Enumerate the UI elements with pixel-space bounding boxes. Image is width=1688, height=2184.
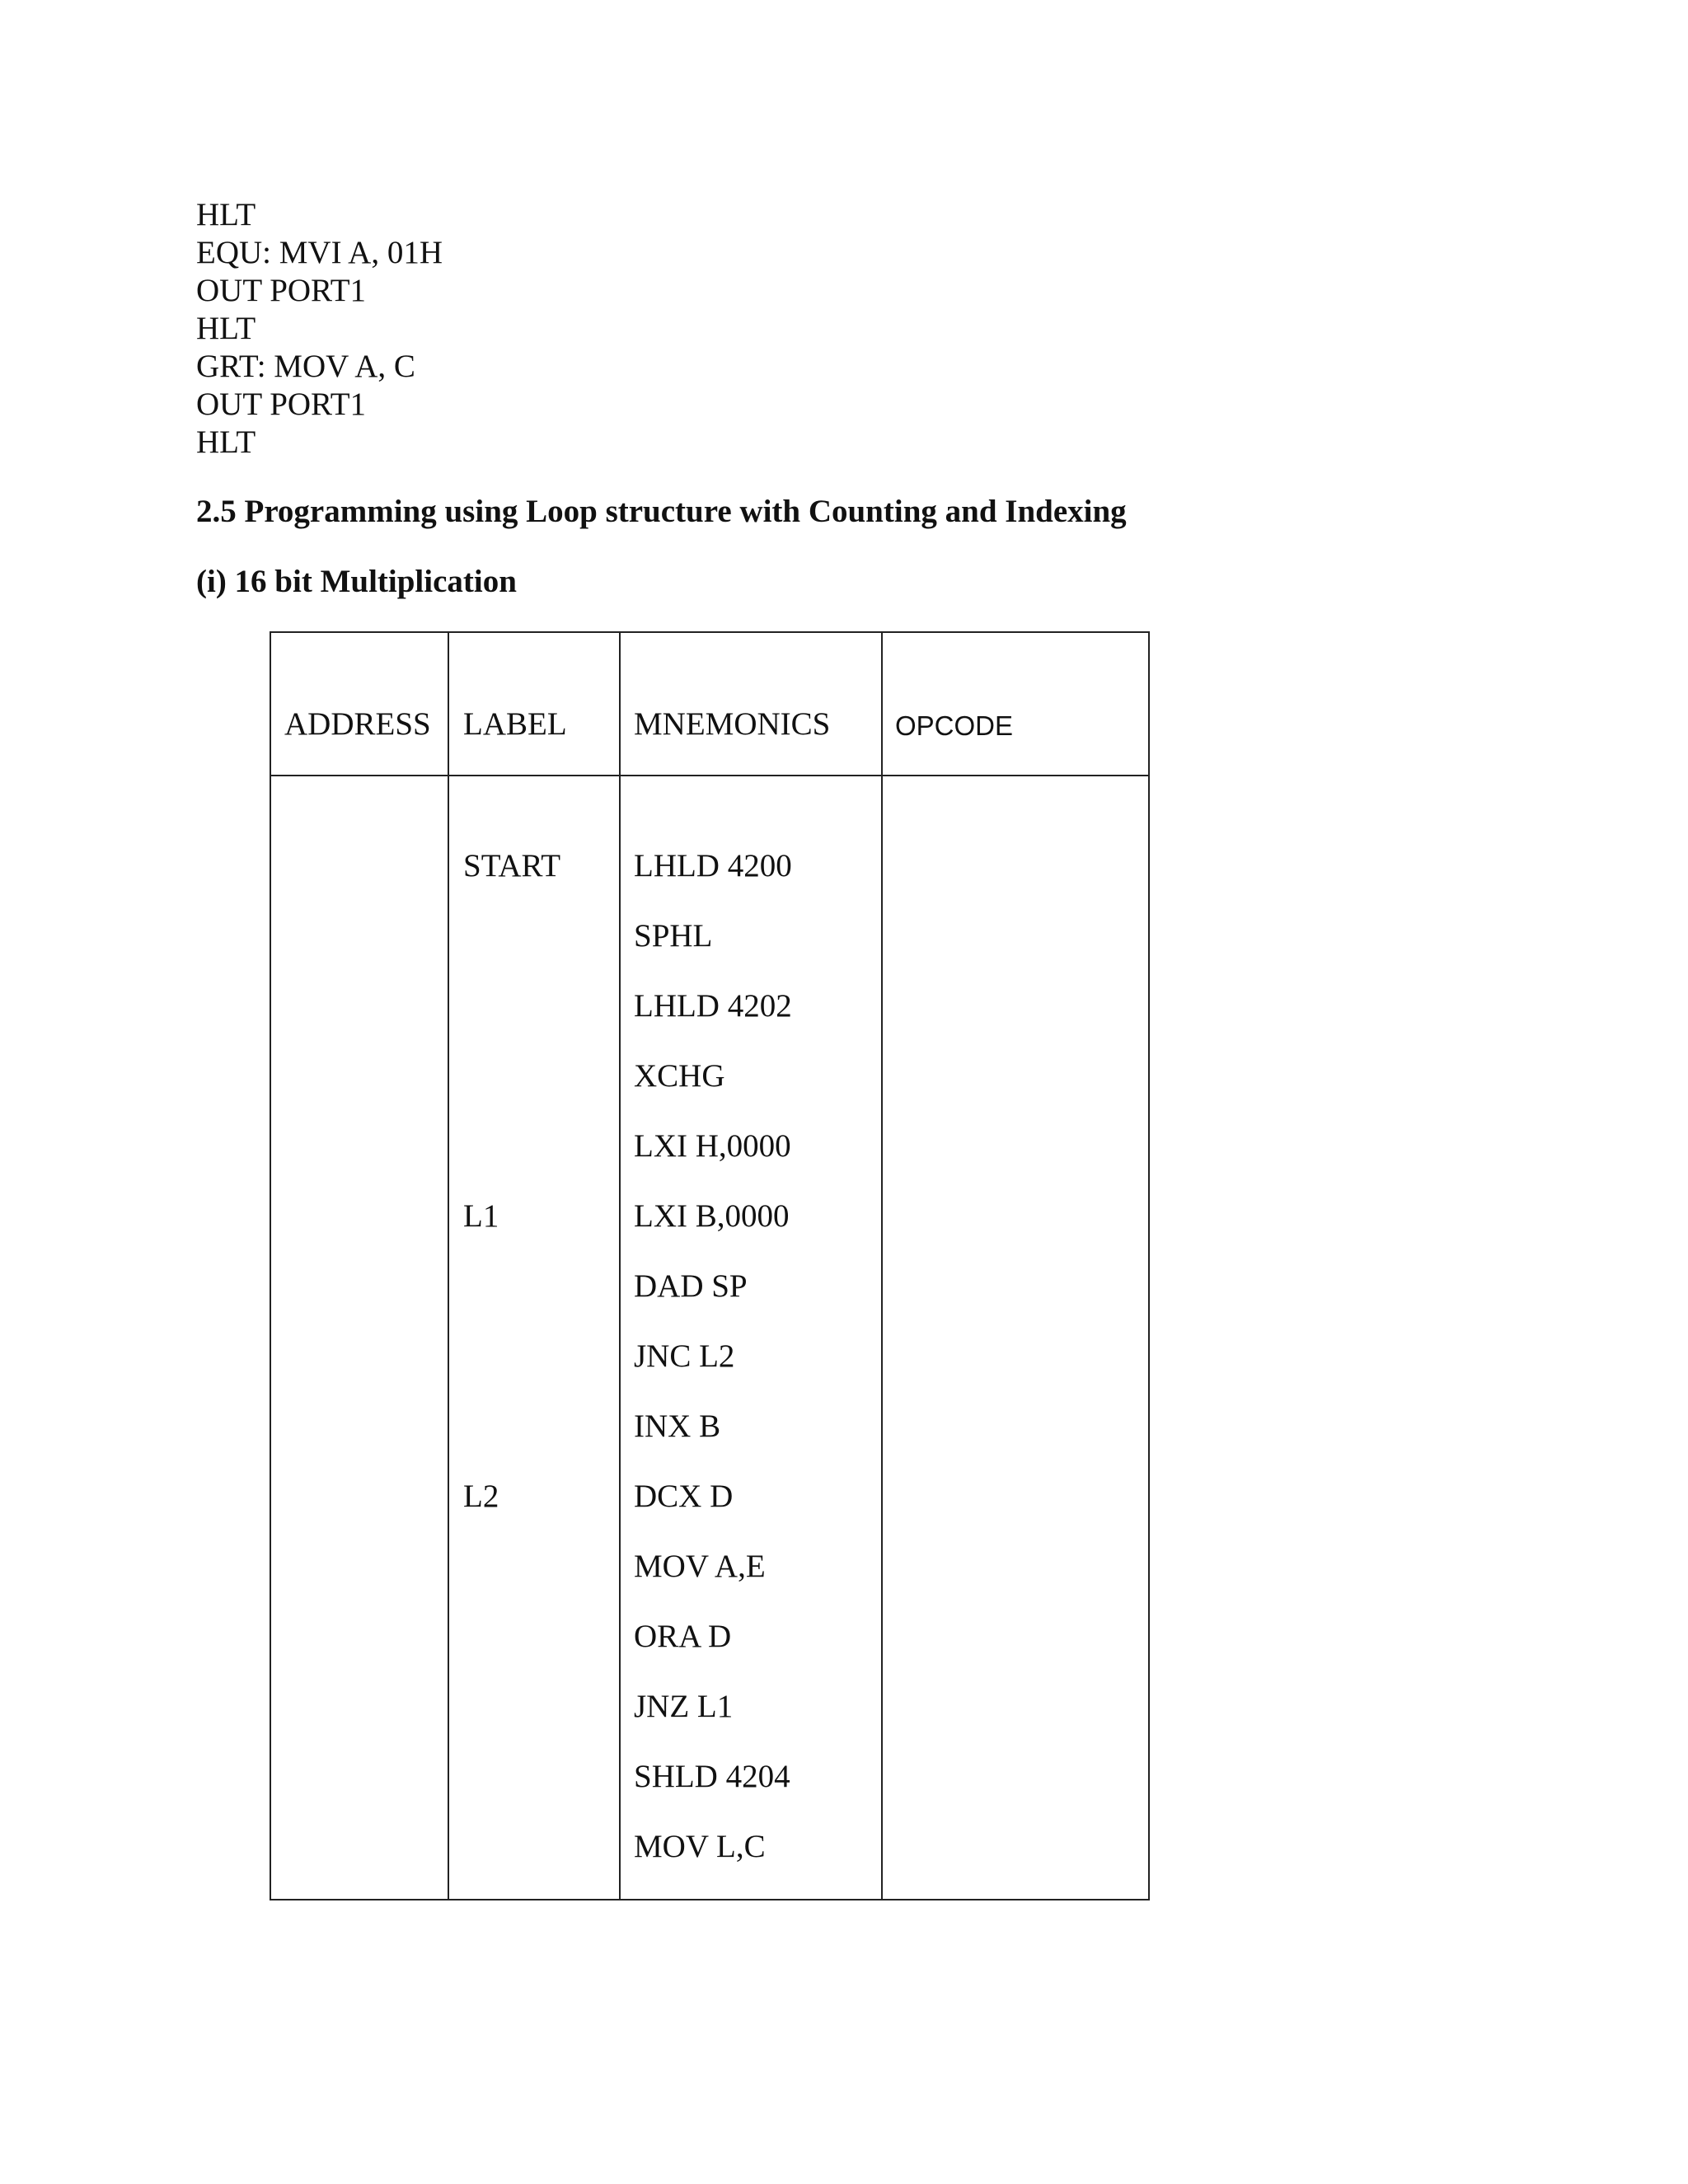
table-row <box>271 1338 1148 1408</box>
table-row <box>271 1758 1148 1828</box>
program-table <box>270 631 1150 1900</box>
row-mnemonic: SPHL <box>634 918 713 954</box>
table-row <box>271 1548 1148 1618</box>
header-label: LABEL <box>463 706 567 742</box>
table-row <box>271 1688 1148 1758</box>
row-mnemonic: LHLD 4202 <box>634 988 792 1024</box>
table-row <box>271 1828 1148 1898</box>
header-address: ADDRESS <box>284 706 431 742</box>
row-mnemonic: SHLD 4204 <box>634 1759 790 1794</box>
row-mnemonic: DAD SP <box>634 1268 748 1304</box>
row-label: L1 <box>463 1198 499 1234</box>
code-line: EQU: MVI A, 01H <box>196 235 443 270</box>
table-row <box>271 1268 1148 1338</box>
row-mnemonic: ORA D <box>634 1619 732 1654</box>
code-line: GRT: MOV A, C <box>196 349 415 384</box>
row-mnemonic: LHLD 4200 <box>634 848 792 883</box>
row-mnemonic: LXI H,0000 <box>634 1128 791 1164</box>
table-row <box>271 1618 1148 1688</box>
row-mnemonic: MOV L,C <box>634 1829 766 1864</box>
table-row <box>271 1408 1148 1478</box>
code-line: HLT <box>196 197 256 232</box>
row-mnemonic: INX B <box>634 1408 721 1444</box>
table-row <box>271 847 1148 917</box>
header-opcode: OPCODE <box>895 710 1014 741</box>
table-row <box>271 1057 1148 1127</box>
row-mnemonic: JNZ L1 <box>634 1689 734 1724</box>
header-mnemonics: MNEMONICS <box>634 706 831 742</box>
code-listing <box>196 196 443 462</box>
code-line: HLT <box>196 424 256 460</box>
code-line: OUT PORT1 <box>196 273 367 308</box>
sub-heading: (i) 16 bit Multiplication <box>196 564 517 599</box>
row-mnemonic: XCHG <box>634 1058 725 1094</box>
row-mnemonic: LXI B,0000 <box>634 1198 790 1234</box>
code-line: OUT PORT1 <box>196 387 367 422</box>
table-row <box>271 1478 1148 1548</box>
row-mnemonic: DCX D <box>634 1479 734 1514</box>
table-row <box>271 1127 1148 1197</box>
table-row <box>271 1197 1148 1268</box>
row-mnemonic: MOV A,E <box>634 1549 766 1584</box>
table-row <box>271 987 1148 1057</box>
code-line: HLT <box>196 311 256 346</box>
header-divider <box>271 775 1148 776</box>
row-label: START <box>463 848 561 883</box>
row-label: L2 <box>463 1479 499 1514</box>
section-heading: 2.5 Programming using Loop structure with Counting and Indexing <box>196 494 1127 529</box>
row-mnemonic: JNC L2 <box>634 1338 735 1374</box>
table-row <box>271 917 1148 987</box>
